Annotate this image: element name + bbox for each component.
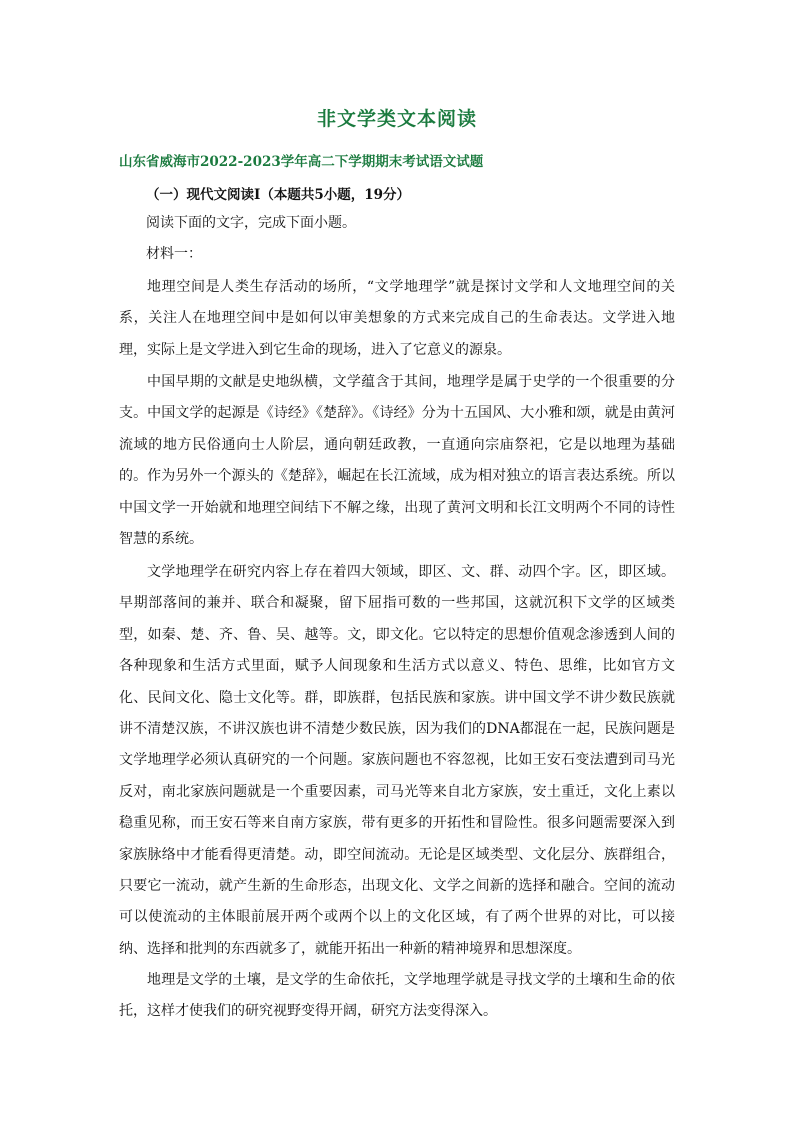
paragraph-4: 地理是文学的土壤，是文学的生命依托，文学地理学就是寻找文学的土壤和生命的依托，这样才使我们的研究视野变得开阔，研究方法变得深入。 bbox=[119, 972, 675, 1020]
paragraph-3: 文学地理学在研究内容上存在着四大领域，即区、文、群、动四个字。区，即区域。早期部落间的兼并、联合和凝聚，留下屈指可数的一些邦国，这就沉积下文学的区域类型，如秦、楚、齐、鲁、吴、越等。文，即文化。它以特定的思想价值观念渗透到人间的各种现象和生活方式里面，赋予人间现象和生活方式以意义、特色、思维，比如官方文化、民间文化、隐士文化等。群，即族群，包括民族和家族。讲中国文学不讲少数民族就讲不清楚汉族，不讲汉族也讲不清楚少数民族，因为我们的DNA都混在一起，民族问题是文学地理学必须认真研究的一个问题。家族问题也不容忽视，比如王安石变法遭到司马光反对，南北家族问题就是一个重要因素，司马光等来自北方家族，安土重迁，文化上素以稳重见称，而王安石等来自南方家族，带有更多的开拓性和冒险性。很多问题需要深入到家族脉络中才能看得更清楚。动，即空间流动。无论是区域类型、文化层分、族群组合，只要它一流动，就产生新的生命形态，出现文化、文学之间新的选择和融合。空间的流动可以使流动的主体眼前展开两个或两个以上的文化区域，有了两个世界的对比，可以接纳、选择和批判的东西就多了，就能开拓出一种新的精神境界和思想深度。 bbox=[119, 564, 675, 957]
exam-subtitle: 山东省威海市2022-2023学年高二下学期期末考试语文试题 bbox=[119, 154, 484, 170]
instruction-text: 阅读下面的文字，完成下面小题。 bbox=[146, 215, 356, 231]
paragraph-1: 地理空间是人类生存活动的场所，“文学地理学”就是探讨文学和人文地理空间的关系，关注人在地理空间中是如何以审美想象的方式来完成自己的生命表达。文学进入地理，实际上是文学进入到它生命的现场，进入了它意义的源泉。 bbox=[119, 279, 675, 358]
material-label: 材料一： bbox=[146, 246, 202, 262]
page-title: 非文学类文本阅读 bbox=[316, 108, 477, 130]
paragraph-2: 中国早期的文献是史地纵横，文学蕴含于其间，地理学是属于史学的一个很重要的分支。中国文学的起源是《诗经》《楚辞》。《诗经》分为十五国风、大小雅和颂，就是由黄河流域的地方民俗通向士人阶层，通向朝廷政教，一直通向宗庙祭祀，它是以地理为基础的。作为另外一个源头的《楚辞》，崛起在长江流域，成为相对独立的语言表达系统。所以中国文学一开始就和地理空间结下不解之缘，出现了黄河文明和长江文明两个不同的诗性智慧的系统。 bbox=[119, 374, 675, 548]
section-heading: （一）现代文阅读Ⅰ（本题共5小题，19分） bbox=[146, 187, 410, 203]
